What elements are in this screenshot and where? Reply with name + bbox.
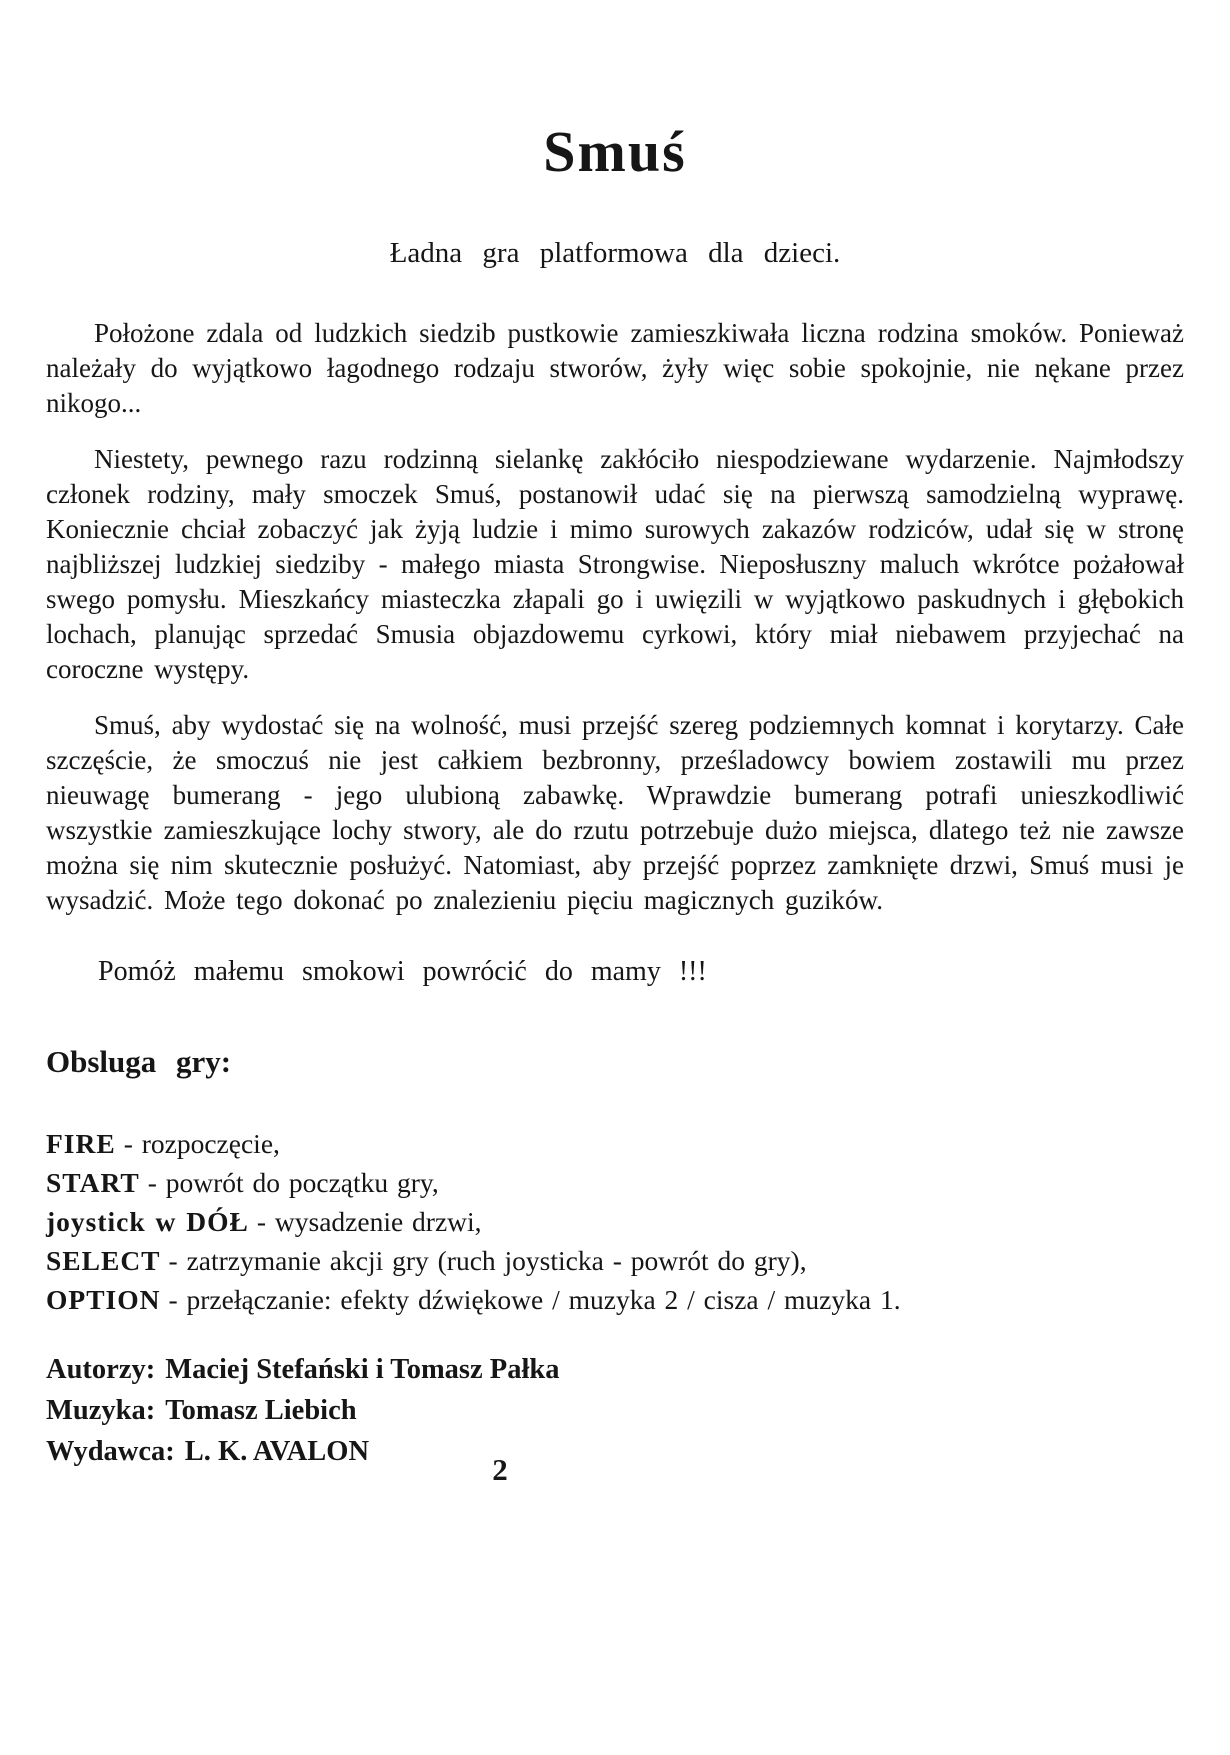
credit-authors <box>46 1349 1184 1390</box>
control-description: - przełączanie: efekty dźwiękowe / muzyka 2 / cisza / muzyka 1. <box>168 1284 901 1315</box>
page-content <box>0 118 1230 1472</box>
control-item <box>46 1163 1184 1202</box>
page-number: 2 <box>492 1452 508 1487</box>
control-key: joystick w DÓŁ <box>46 1206 249 1237</box>
credit-value: Tomasz Liebich <box>165 1395 357 1426</box>
control-item <box>46 1124 1184 1163</box>
control-item <box>46 1202 1184 1241</box>
credit-label: Muzyka: <box>46 1395 156 1426</box>
control-key: FIRE <box>46 1128 116 1159</box>
control-item <box>46 1241 1184 1280</box>
controls-heading: Obsluga gry: <box>46 1044 232 1079</box>
story-paragraph: Smuś, aby wydostać się na wolność, musi przejść szereg podziemnych komnat i korytarzy. Całe szczęście, że smoczuś nie jest całkiem bezbronny, prześladowcy bowiem zostawili mu przez nieuwagę bumerang - jego ulubioną zabawkę. Wprawdzie bumerang potrafi unieszkodliwić wszystkie zamieszkujące lochy stwory, ale do rzutu potrzebuje dużo miejsca, dlatego też nie zawsze można się nim skutecznie posłużyć. Natomiast, aby przejść poprzez zamknięte drzwi, Smuś musi je wysadzić. Może tego dokonać po znalezieniu pięciu magicznych guzików. <box>46 710 1184 915</box>
page-title: Smuś <box>543 119 687 184</box>
control-key: START <box>46 1167 140 1198</box>
control-key: SELECT <box>46 1245 161 1276</box>
credit-value: L. K. AVALON <box>184 1436 370 1467</box>
story-section <box>46 316 1184 988</box>
control-description: - rozpoczęcie, <box>123 1128 280 1159</box>
page-subtitle: Ładna gra platformowa dla dzieci. <box>389 237 841 269</box>
credit-music <box>46 1390 1184 1431</box>
credit-label: Wydawca: <box>46 1436 175 1467</box>
story-paragraph: Niestety, pewnego razu rodzinną sielankę zakłóciło niespodziewane wydarzenie. Najmłodszy członek rodziny, mały smoczek Smuś, postanowił udać się na pierwszą samodzielną wyprawę. Koniecznie chciał zobaczyć jak żyją ludzie i mimo surowych zakazów rodziców, udał się w stronę najbliższej ludzkiej siedziby - małego miasta Strongwise. Nieposłuszny maluch wkrótce pożałował swego pomysłu. Mieszkańcy miasteczka złapali go i uwięzili w wyjątkowo paskudnych i głębokich lochach, planując sprzedać Smusia objazdowemu cyrkowi, który miał niebawem przyjechać na coroczne występy. <box>46 444 1184 684</box>
credit-label: Autorzy: <box>46 1354 156 1385</box>
call-to-action: Pomóż małemu smokowi powrócić do mamy !!! <box>98 956 707 987</box>
controls-list <box>46 1124 1184 1319</box>
story-paragraph: Położone zdala od ludzkich siedzib pustkowie zamieszkiwała liczna rodzina smoków. Ponieważ należały do wyjątkowo łagodnego rodzaju stworów, żyły więc sobie spokojnie, nie nękane przez nikogo... <box>46 318 1184 418</box>
control-description: - powrót do początku gry, <box>147 1167 439 1198</box>
control-description: - wysadzenie drzwi, <box>256 1206 482 1237</box>
credit-value: Maciej Stefański i Tomasz Pałka <box>165 1354 560 1385</box>
control-description: - zatrzymanie akcji gry (ruch joysticka - powrót do gry), <box>168 1245 807 1276</box>
control-key: OPTION <box>46 1284 161 1315</box>
control-item <box>46 1280 1184 1319</box>
